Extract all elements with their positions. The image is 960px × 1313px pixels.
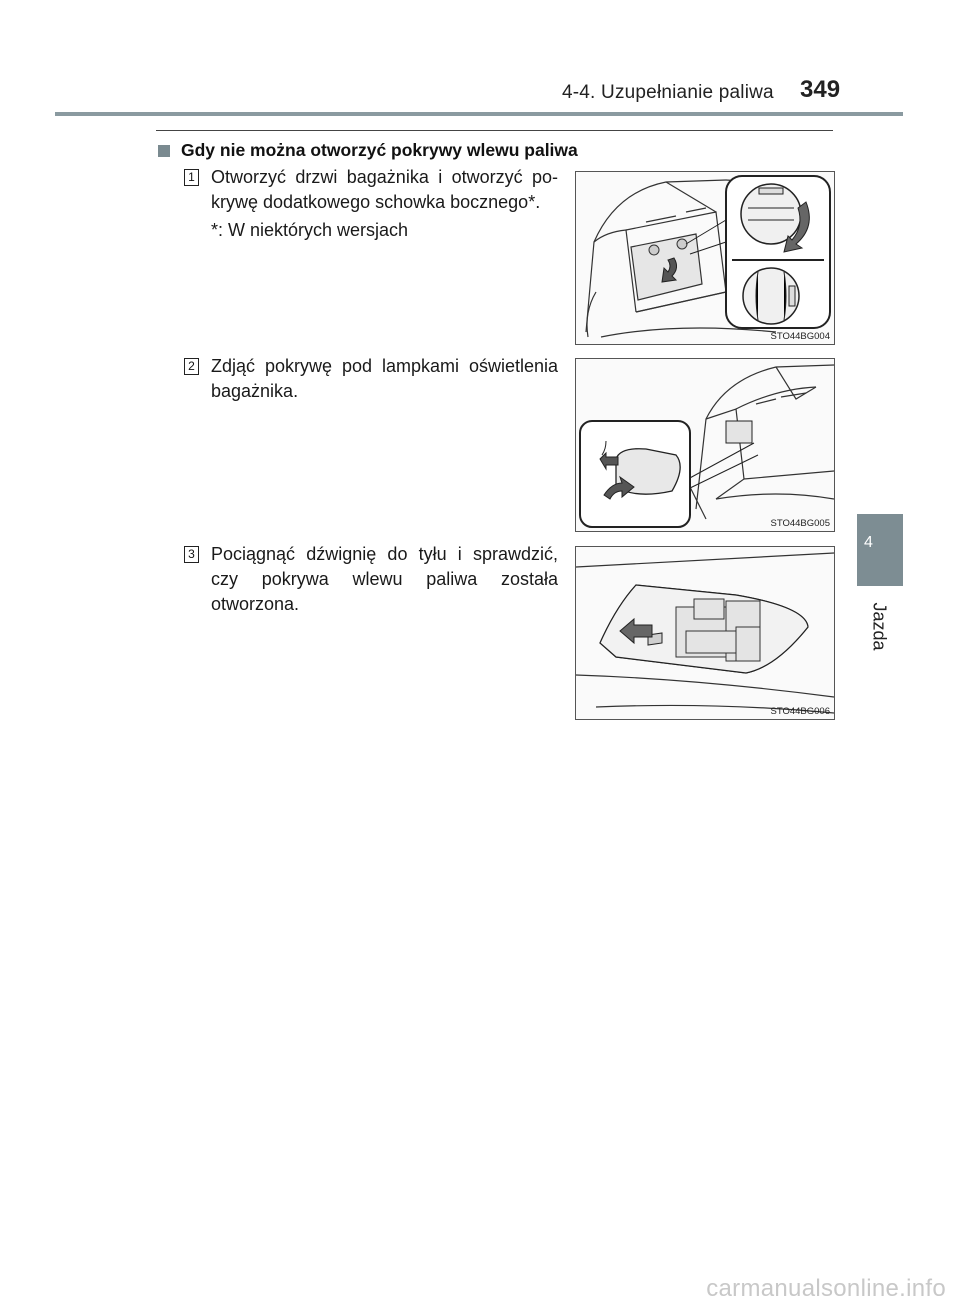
chapter-tab-number: 4 — [864, 534, 873, 551]
step-1-footnote: *: W niektórych wersjach — [211, 220, 409, 240]
title-rule — [156, 130, 833, 131]
trunk-light-cover-illustration — [576, 359, 834, 531]
square-bullet-icon — [158, 145, 170, 157]
figure-trunk-light-cover — [575, 358, 835, 532]
page-number: 349 — [800, 76, 841, 103]
step-2-text: Zdjąć pokrywę pod lampkami oświetlenia bagażnika. — [211, 356, 558, 401]
trunk-side-storage-illustration — [576, 172, 834, 344]
section-title-text: Gdy nie można otworzyć pokrywy wlewu paliwa — [181, 140, 578, 160]
running-header-section: 4-4. Uzupełnianie paliwa — [562, 82, 774, 103]
chapter-tab-label-text: Jazda — [869, 601, 890, 651]
step-3-number: 3 — [184, 546, 199, 563]
header-rule — [55, 112, 903, 116]
fuel-door-lever-illustration — [576, 547, 834, 719]
step-2-number: 2 — [184, 358, 199, 375]
figure-code: STO44BG004 — [770, 331, 830, 342]
section-title — [158, 140, 578, 161]
step-1-text: Otworzyć drzwi bagażnika i otworzyć po-krywę dodatkowego schowka bocznego*. — [211, 167, 558, 212]
step-3-text: Pociągnąć dźwignię do tyłu i sprawdzić, czy pokrywa wlewu paliwa została otworzona. — [211, 544, 558, 614]
figure-code: STO44BG006 — [770, 706, 830, 717]
watermark: carmanualsonline.info — [706, 1275, 946, 1302]
figure-fuel-door-lever — [575, 546, 835, 720]
figure-code: STO44BG005 — [770, 518, 830, 529]
step-1-number: 1 — [184, 169, 199, 186]
chapter-tab-label — [859, 596, 899, 656]
figure-trunk-side-storage — [575, 171, 835, 345]
